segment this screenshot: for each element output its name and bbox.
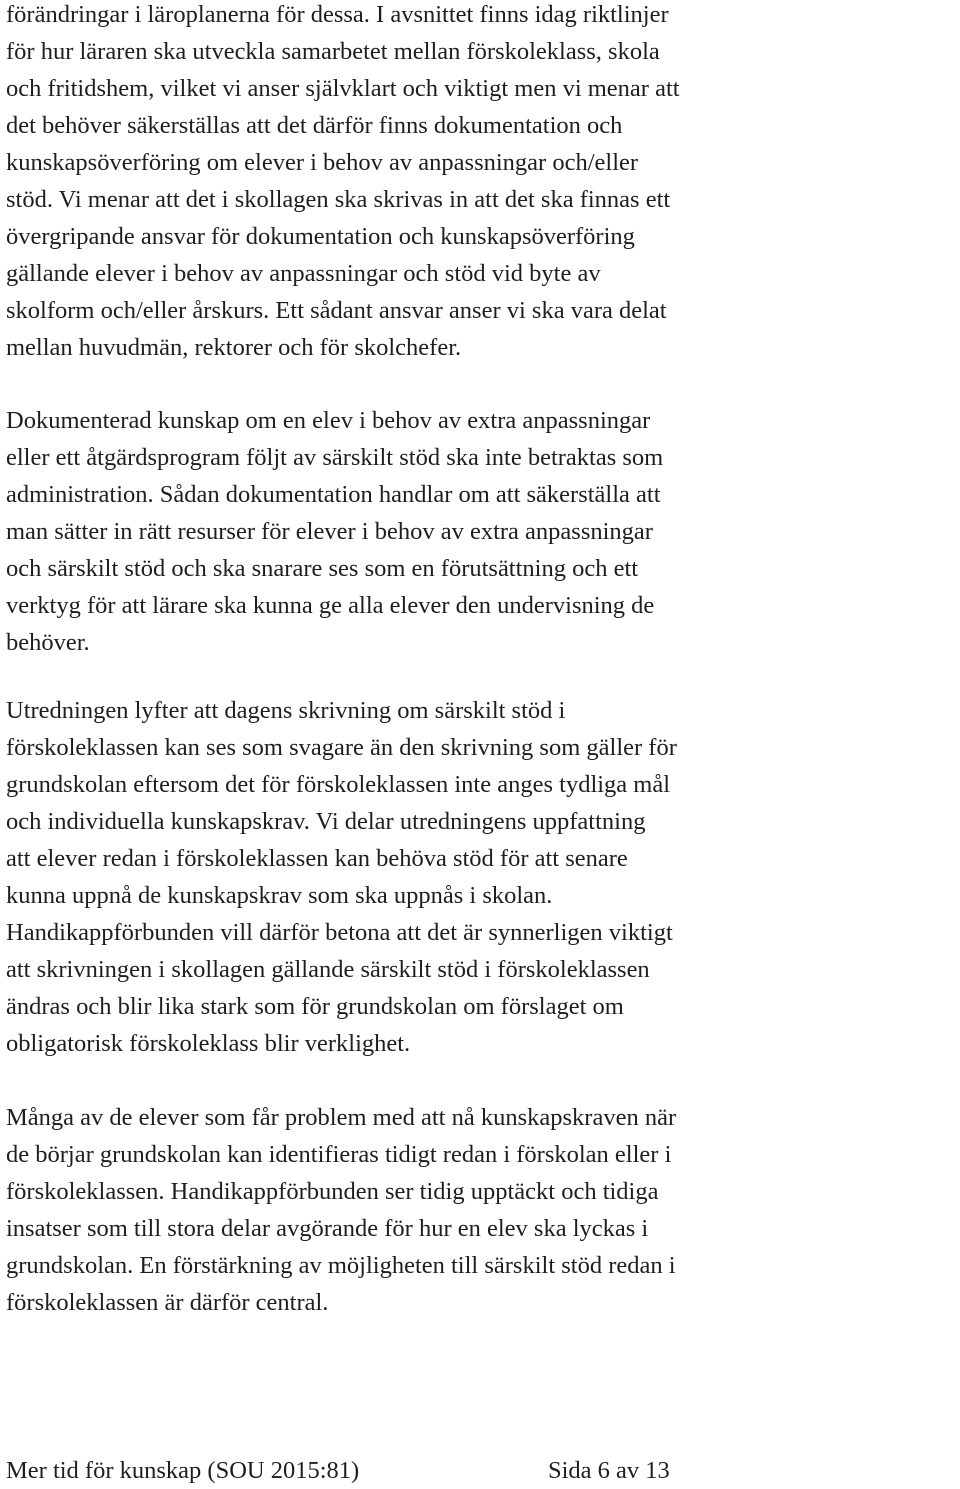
text-line: och särskilt stöd och ska snarare ses som en förutsättning och ett (6, 555, 639, 582)
text-line: förskoleklassen kan ses som svagare än den skrivning som gäller för (6, 734, 677, 761)
text-line: Utredningen lyfter att dagens skrivning om särskilt stöd i (6, 697, 566, 724)
text-line: det behöver säkerställas att det därför finns dokumentation och (6, 112, 623, 139)
text-line: insatser som till stora delar avgörande för hur en elev ska lyckas i (6, 1215, 649, 1242)
text-line: administration. Sådan dokumentation handlar om att säkerställa att (6, 481, 661, 508)
text-line: Dokumenterad kunskap om en elev i behov av extra anpassningar (6, 407, 651, 434)
text-line: mellan huvudmän, rektorer och för skolchefer. (6, 334, 462, 361)
text-line: förskoleklassen. Handikappförbunden ser tidig upptäckt och tidiga (6, 1178, 659, 1205)
text-line: eller ett åtgärdsprogram följt av särskilt stöd ska inte betraktas som (6, 444, 664, 471)
text-line: för hur läraren ska utveckla samarbetet mellan förskoleklass, skola (6, 38, 660, 65)
footer-document-title: Mer tid för kunskap (SOU 2015:81) (6, 1457, 360, 1484)
text-line: ändras och blir lika stark som för grundskolan om förslaget om (6, 993, 624, 1020)
text-line: de börjar grundskolan kan identifieras tidigt redan i förskolan eller i (6, 1141, 672, 1168)
text-line: förändringar i läroplanerna för dessa. I avsnittet finns idag riktlinjer (6, 1, 669, 28)
text-line: skolform och/eller årskurs. Ett sådant ansvar anser vi ska vara delat (6, 297, 667, 324)
text-line: obligatorisk förskoleklass blir verklighet. (6, 1030, 411, 1057)
text-line: grundskolan. En förstärkning av möjligheten till särskilt stöd redan i (6, 1252, 676, 1279)
text-line: att elever redan i förskoleklassen kan behöva stöd för att senare (6, 845, 628, 872)
text-line: förskoleklassen är därför central. (6, 1289, 329, 1316)
text-line: kunskapsöverföring om elever i behov av anpassningar och/eller (6, 149, 639, 176)
paragraph-2 (6, 402, 663, 661)
text-line: att skrivningen i skollagen gällande särskilt stöd i förskoleklassen (6, 956, 650, 983)
text-line: stöd. Vi menar att det i skollagen ska skrivas in att det ska finnas ett (6, 186, 671, 213)
text-line: och individuella kunskapskrav. Vi delar utredningens uppfattning (6, 808, 646, 835)
text-line: Handikappförbunden vill därför betona att det är synnerligen viktigt (6, 919, 673, 946)
text-line: behöver. (6, 629, 90, 656)
footer-page-number: Sida 6 av 13 (548, 1457, 670, 1484)
text-line: grundskolan eftersom det för förskoleklassen inte anges tydliga mål (6, 771, 671, 798)
text-line: gällande elever i behov av anpassningar och stöd vid byte av (6, 260, 601, 287)
text-line: övergripande ansvar för dokumentation och kunskapsöverföring (6, 223, 635, 250)
paragraph-1 (6, 0, 680, 366)
paragraph-4 (6, 1099, 676, 1321)
text-line: verktyg för att lärare ska kunna ge alla elever den undervisning de (6, 592, 655, 619)
text-line: kunna uppnå de kunskapskrav som ska uppnås i skolan. (6, 882, 553, 909)
text-line: och fritidshem, vilket vi anser självklart och viktigt men vi menar att (6, 75, 680, 102)
text-line: Många av de elever som får problem med att nå kunskapskraven när (6, 1104, 677, 1131)
paragraph-3 (6, 692, 677, 1062)
text-line: man sätter in rätt resurser för elever i behov av extra anpassningar (6, 518, 653, 545)
